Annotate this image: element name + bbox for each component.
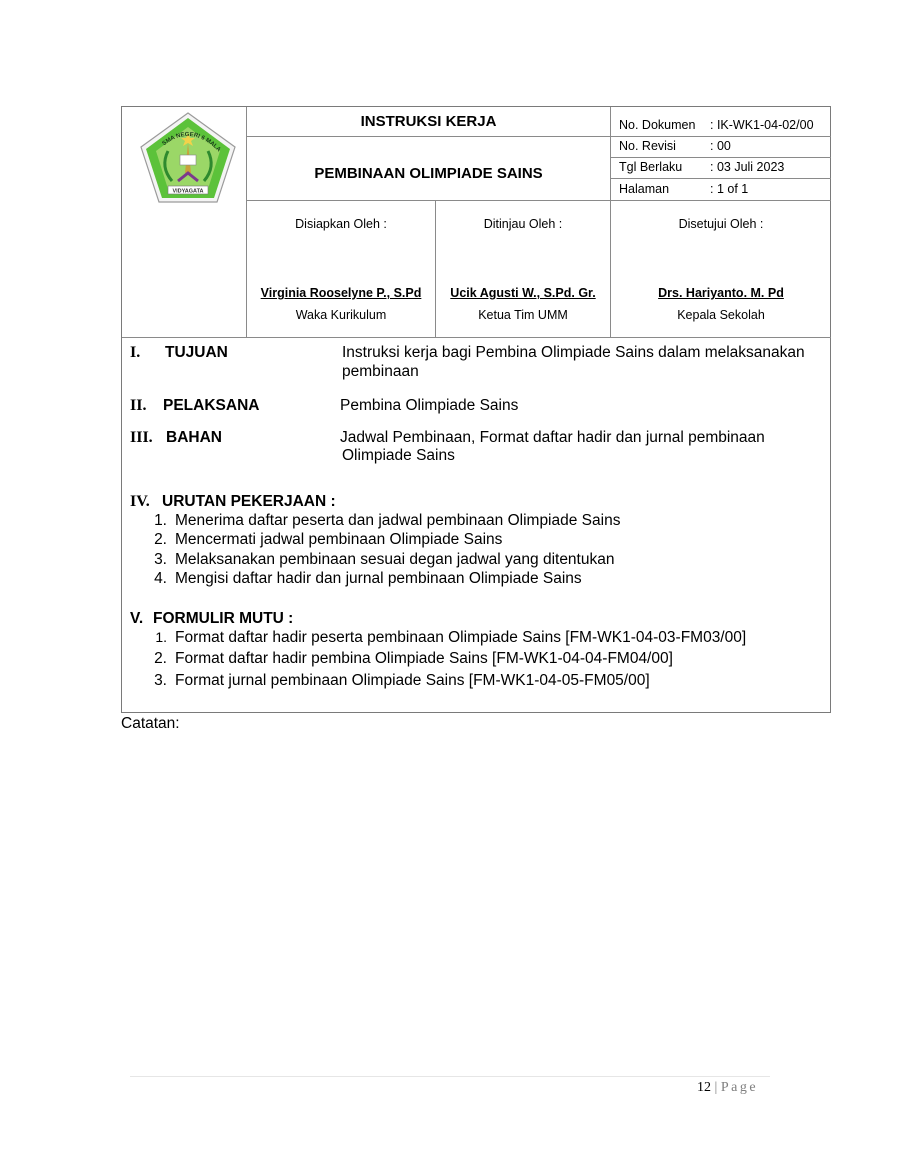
prepared-by-position: Waka Kurikulum — [295, 308, 387, 322]
section-1-numeral: I. — [130, 344, 141, 361]
doc-type-title: INSTRUKSI KERJA — [360, 113, 497, 130]
procedure-step-text: Mengisi daftar hadir dan jurnal pembinaan Olimpiade Sains — [175, 570, 582, 587]
title-row-divider — [246, 136, 831, 137]
page-separator: | — [711, 1080, 721, 1095]
quality-form-text: Format daftar hadir peserta pembinaan Olimpiade Sains [FM-WK1-04-03-FM03/00] — [175, 629, 747, 646]
quality-form-number: 3. — [154, 672, 167, 689]
section-4-heading: URUTAN PEKERJAAN : — [162, 493, 336, 510]
procedure-step-number: 3. — [154, 551, 167, 568]
approved-by-name: Drs. Hariyanto. M. Pd — [658, 286, 784, 300]
prepared-by-name: Virginia Rooselyne P., S.Pd — [260, 286, 422, 300]
header-block-bottom — [122, 337, 831, 338]
reviewed-by-heading: Ditinjau Oleh : — [483, 217, 563, 231]
quality-form-text: Format daftar hadir pembina Olimpiade Sains [FM-WK1-04-04-FM04/00] — [175, 650, 673, 667]
section-3-numeral: III. — [130, 429, 153, 446]
section-1-heading: TUJUAN — [165, 344, 228, 361]
section-5-numeral: V. — [130, 610, 144, 627]
procedure-step-text: Mencermati jadwal pembinaan Olimpiade Sains — [175, 531, 503, 548]
reviewed-by-name: Ucik Agusti W., S.Pd. Gr. — [450, 286, 596, 300]
section-3-heading: BAHAN — [166, 429, 222, 446]
quality-form-number: 2. — [154, 650, 167, 667]
info-label-page: Halaman — [619, 182, 670, 196]
section-1-text-line-2: pembinaan — [342, 363, 419, 380]
section-3-text-line-1: Jadwal Pembinaan, Format daftar hadir dan jurnal pembinaan — [340, 429, 765, 446]
info-value-revision: : 00 — [710, 139, 731, 153]
footer-rule — [130, 1076, 770, 1077]
info-row-divider-3 — [610, 178, 831, 179]
header-bottom-divider — [246, 200, 831, 201]
info-value-effective-date: : 03 Juli 2023 — [710, 160, 785, 174]
approved-by-heading: Disetujui Oleh : — [678, 217, 764, 231]
info-label-revision: No. Revisi — [619, 139, 676, 153]
procedure-step-number: 1. — [154, 512, 167, 529]
school-logo — [138, 111, 238, 205]
logo-bottom-text: VIDYAGATA — [172, 188, 204, 195]
page-number: 12 — [697, 1080, 711, 1095]
info-row-divider-2 — [610, 157, 831, 158]
logo-top-text: SMA NEGERI 6 MALA — [161, 131, 222, 154]
info-label-doc-number: No. Dokumen — [619, 118, 696, 132]
doc-main-title: PEMBINAAN OLIMPIADE SAINS — [314, 165, 543, 182]
section-3-text-line-2: Olimpiade Sains — [342, 447, 455, 464]
section-2-heading: PELAKSANA — [163, 397, 260, 414]
procedure-step-number: 4. — [154, 570, 167, 587]
reviewed-by-position: Ketua Tim UMM — [478, 308, 568, 322]
section-5-heading: FORMULIR MUTU : — [153, 610, 294, 627]
page-footer — [697, 1080, 758, 1096]
procedure-step-text: Melaksanakan pembinaan sesuai degan jadwal yang ditentukan — [175, 551, 615, 568]
school-logo-emblem — [138, 111, 238, 205]
approved-by-position: Kepala Sekolah — [677, 308, 765, 322]
section-4-numeral: IV. — [130, 493, 150, 510]
procedure-step-number: 2. — [154, 531, 167, 548]
procedure-step-text: Menerima daftar peserta dan jadwal pembinaan Olimpiade Sains — [175, 512, 621, 529]
page-label: Page — [720, 1080, 759, 1095]
notes-label: Catatan: — [121, 715, 180, 732]
info-value-page: : 1 of 1 — [710, 182, 749, 196]
info-value-doc-number: : IK-WK1-04-02/00 — [710, 118, 814, 132]
instruction-form — [121, 106, 831, 713]
quality-form-text: Format jurnal pembinaan Olimpiade Sains [FM-WK1-04-05-FM05/00] — [175, 672, 650, 689]
quality-form-number: 1. — [155, 629, 167, 645]
section-2-text: Pembina Olimpiade Sains — [340, 397, 519, 414]
section-2-numeral: II. — [130, 397, 147, 414]
prepared-by-heading: Disiapkan Oleh : — [295, 217, 387, 231]
info-label-effective-date: Tgl Berlaku — [619, 160, 683, 174]
section-1-text-line-1: Instruksi kerja bagi Pembina Olimpiade Sains dalam melaksanakan — [342, 344, 805, 361]
